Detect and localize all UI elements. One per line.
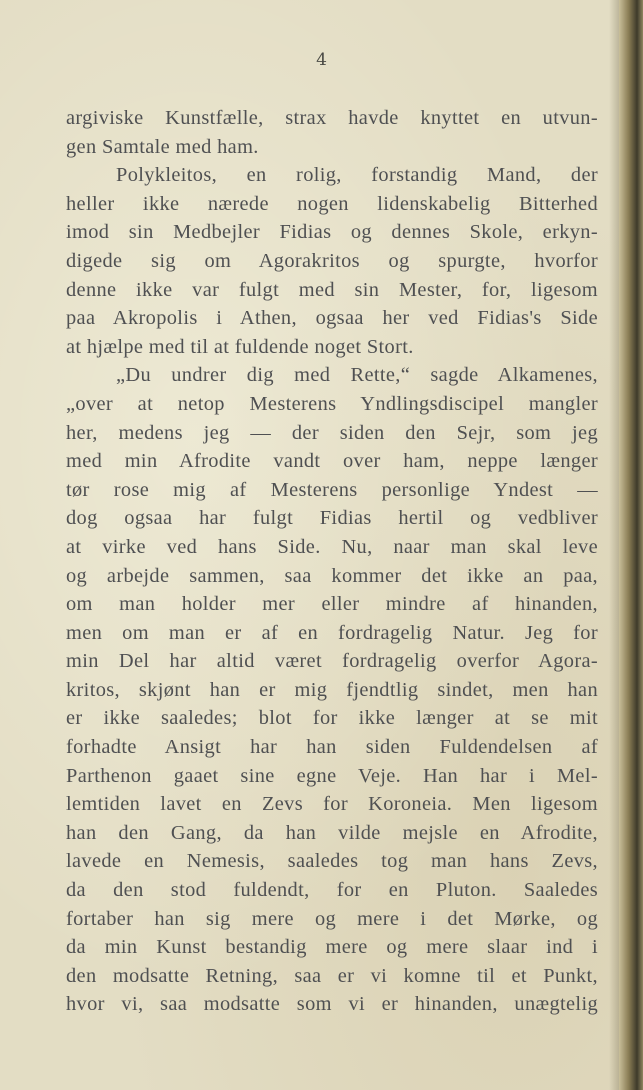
text-line: og arbejde sammen, saa kommer det ikke an paa, xyxy=(66,564,598,587)
text-line: argiviske Kunstfælle, strax havde knyttet en utvun- xyxy=(66,107,598,129)
text-line: at hjælpe med til at fuldende noget Stort. xyxy=(66,335,414,358)
text-line: her, medens jeg — der siden den Sejr, som jeg xyxy=(66,421,598,444)
text-line: imod sin Medbejler Fidias og dennes Skole, erkyn- xyxy=(66,221,598,244)
text-line: tør rose mig af Mesterens personlige Yndest — xyxy=(66,478,598,501)
text-line: denne ikke var fulgt med sin Mester, for, ligesom xyxy=(66,278,598,301)
text-line: at virke ved hans Side. Nu, naar man skal leve xyxy=(66,535,598,558)
text-line: „over at netop Mesterens Yndlingsdiscipel mangler xyxy=(66,392,598,415)
text-line: „Du undrer dig med Rette,“ sagde Alkamenes, xyxy=(116,364,598,387)
body-text xyxy=(66,104,598,1019)
text-line: paa Akropolis i Athen, ogsaa her ved Fidias's Side xyxy=(66,307,598,330)
text-line: lemtiden lavet en Zevs for Koroneia. Men ligesom xyxy=(66,793,598,816)
text-line: gen Samtale med ham. xyxy=(66,135,259,158)
page-edge-shadow xyxy=(609,0,619,1090)
text-line: forhadte Ansigt har han siden Fuldendelsen af xyxy=(66,736,598,759)
text-line: min Del har altid været fordragelig overfor Agora- xyxy=(66,650,598,673)
text-line: Parthenon gaaet sine egne Veje. Han har i Mel- xyxy=(66,764,598,787)
text-line: er ikke saaledes; blot for ikke længer at se mit xyxy=(66,707,598,730)
text-line: kritos, skjønt han er mig fjendtlig sindet, men han xyxy=(66,678,598,701)
text-line: da min Kunst bestandig mere og mere slaar ind i xyxy=(66,936,598,959)
text-line: med min Afrodite vandt over ham, neppe længer xyxy=(66,450,598,473)
text-line: lavede en Nemesis, saaledes tog man hans Zevs, xyxy=(66,850,598,873)
text-line: Polykleitos, en rolig, forstandig Mand, der xyxy=(116,164,598,187)
text-line: da den stod fuldendt, for en Pluton. Saaledes xyxy=(66,879,598,902)
text-line: fortaber han sig mere og mere i det Mørke, og xyxy=(66,907,598,930)
text-line: dog ogsaa har fulgt Fidias hertil og vedbliver xyxy=(66,507,598,530)
page-number: 4 xyxy=(316,50,327,70)
book-spine-edge xyxy=(619,0,643,1090)
text-line: hvor vi, saa modsatte som vi er hinanden, unægtelig xyxy=(66,993,598,1016)
text-line: den modsatte Retning, saa er vi komne til et Punkt, xyxy=(66,964,598,987)
text-line: han den Gang, da han vilde mejsle en Afrodite, xyxy=(66,821,598,844)
text-line: digede sig om Agorakritos og spurgte, hvorfor xyxy=(66,249,598,272)
text-line: om man holder mer eller mindre af hinanden, xyxy=(66,593,598,616)
text-line: men om man er af en fordragelig Natur. Jeg for xyxy=(66,621,598,644)
text-line: heller ikke nærede nogen lidenskabelig Bitterhed xyxy=(66,192,598,215)
